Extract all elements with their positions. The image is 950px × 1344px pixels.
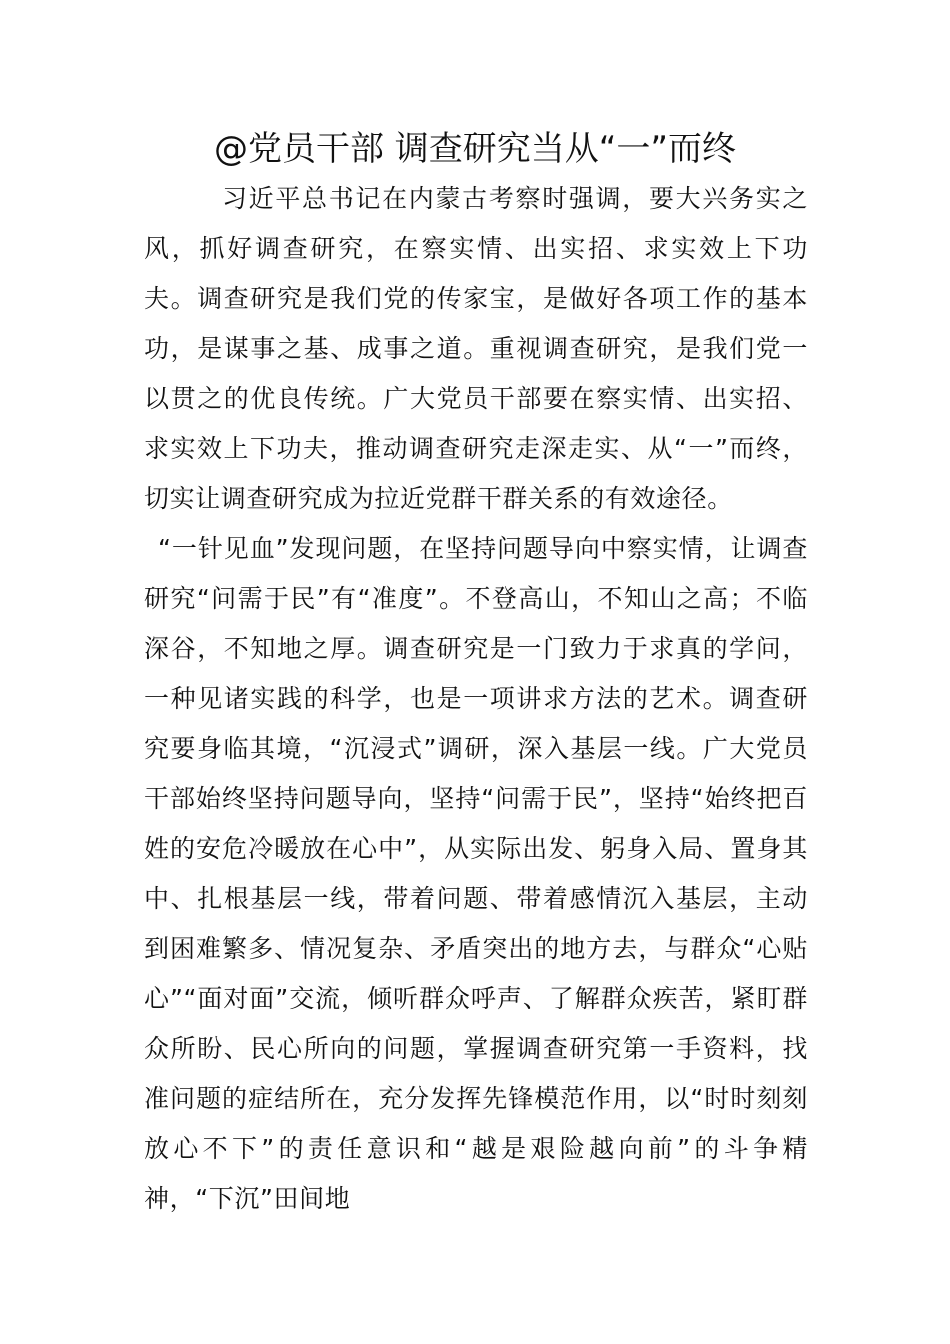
paragraph-1: 习近平总书记在内蒙古考察时强调，要大兴务实之风，抓好调查研究，在察实情、出实招、求实效上下功夫。调查研究是我们党的传家宝，是做好各项工作的基本功，是谋事之基、成事之道。重视调查研究，是我们党一以贯之的优良传统。广大党员干部要在察实情、出实招、求实效上下功夫，推动调查研究走深走实、从“一”而终，切实让调查研究成为拉近党群干群关系的有效途径。 [144,184,808,513]
article-title: @党员干部 调查研究当从“一”而终 [213,129,737,169]
paragraph-2: “一针见血”发现问题，在坚持问题导向中察实情，让调查研究“问需于民”有“准度”。不登高山，不知山之高；不临深谷，不知地之厚。调查研究是一门致力于求真的学问，一种见诸实践的科学，也是一项讲求方法的艺术。调查研究要身临其境，“沉浸式”调研，深入基层一线。广大党员干部始终坚持问题导向，坚持“问需于民”，坚持“始终把百姓的安危冷暖放在心中”，从实际出发、躬身入局、置身其中、扎根基层一线，带着问题、带着感情沉入基层，主动到困难繁多、情况复杂、矛盾突出的地方去，与群众“心贴心”“面对面”交流，倾听群众呼声、了解群众疾苦，紧盯群众所盼、民心所向的问题，掌握调查研究第一手资料，找准问题的症结所在，充分发挥先锋模范作用，以“时时刻刻放心不下”的责任意识和“越是艰险越向前”的斗争精神，“下沉”田间地 [144,534,808,1213]
article-body [144,174,808,1224]
